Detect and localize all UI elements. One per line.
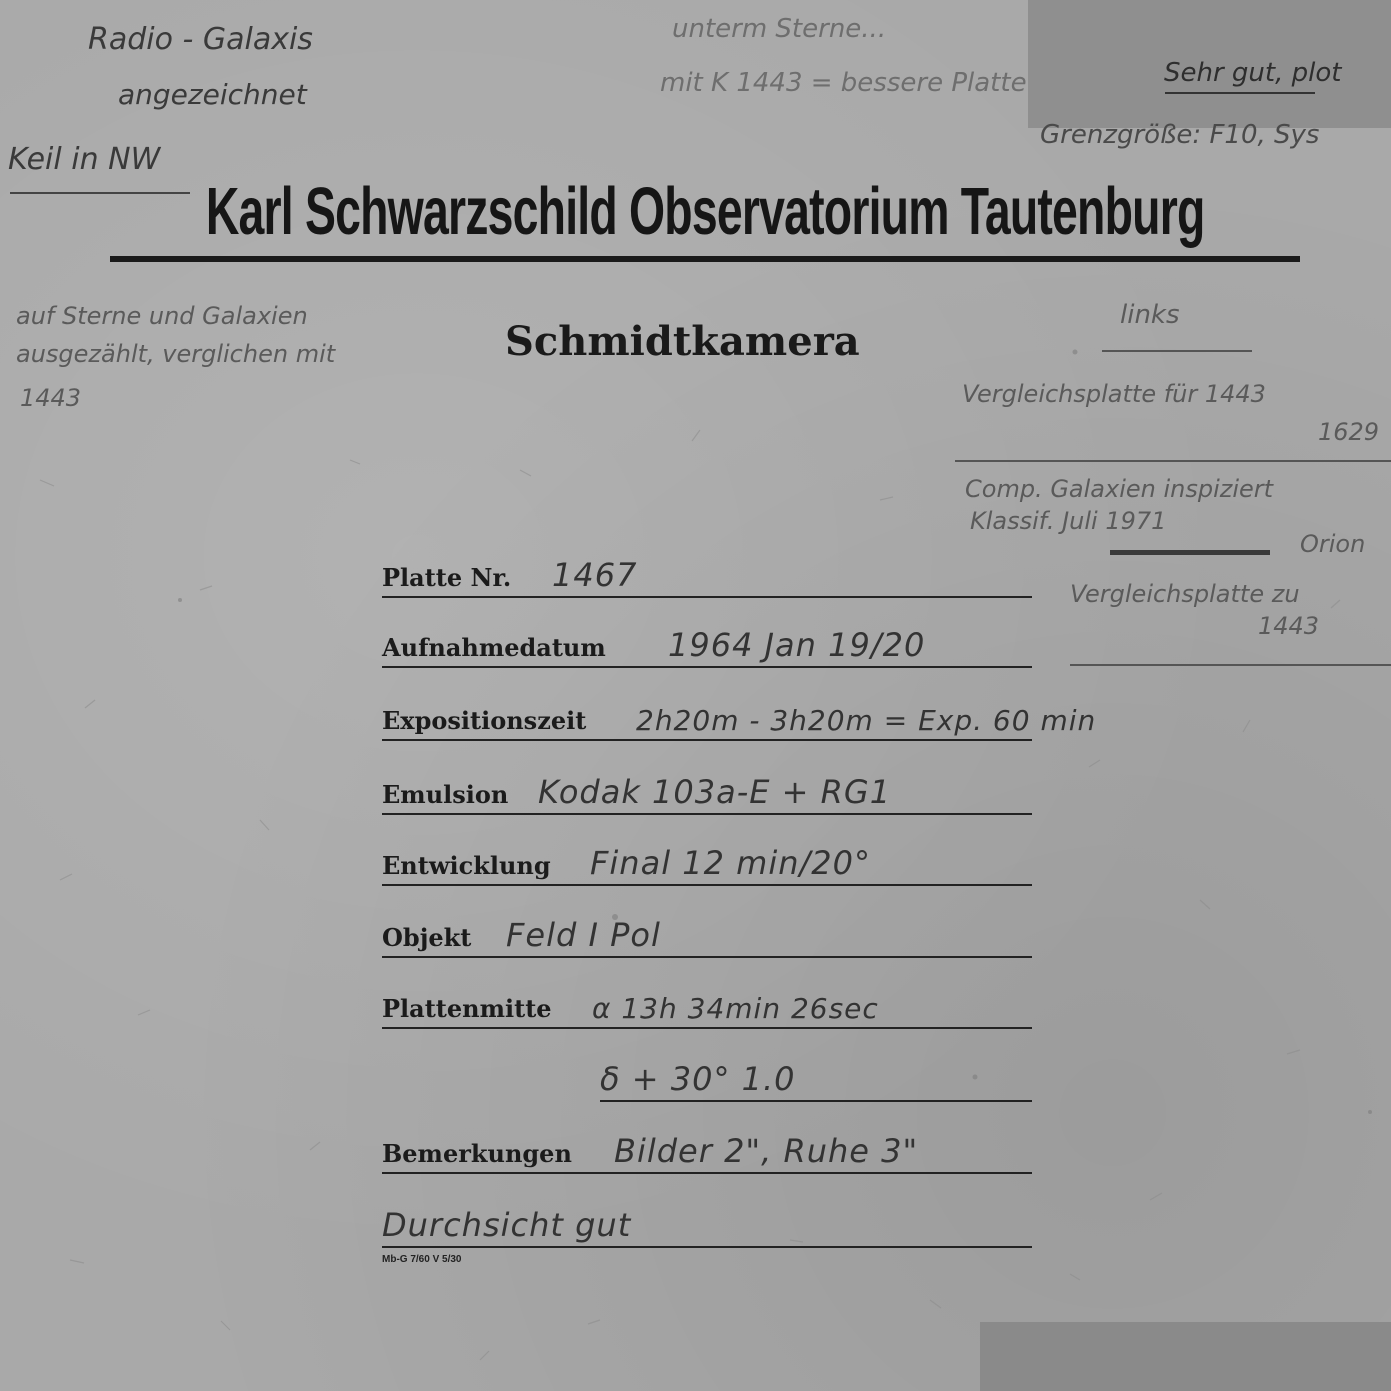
note-left-mid-1: auf Sterne und Galaxien bbox=[16, 302, 308, 330]
observatory-title: Karl Schwarzschild Observatorium Tautenburg bbox=[205, 174, 1205, 249]
field-rule bbox=[382, 813, 1032, 815]
field-entwicklung bbox=[382, 846, 1032, 886]
note-comp-3: Orion bbox=[1300, 530, 1366, 558]
note-vergleich-2: 1629 bbox=[1318, 418, 1380, 446]
field-label: Emulsion bbox=[382, 780, 509, 809]
field-rule bbox=[382, 1172, 1032, 1174]
field-value: Durchsicht gut bbox=[382, 1206, 632, 1244]
field-value: Bilder 2", Ruhe 3" bbox=[614, 1132, 919, 1170]
note-comp-2: Klassif. Juli 1971 bbox=[970, 507, 1167, 535]
note-top-center-2: mit K 1443 = bessere Platte bbox=[660, 68, 1027, 98]
note-vergleich-zu-rule bbox=[1070, 664, 1391, 666]
field-rule bbox=[382, 596, 1032, 598]
field-declination bbox=[600, 1062, 1032, 1102]
field-emulsion bbox=[382, 775, 1032, 815]
field-rule bbox=[382, 666, 1032, 668]
field-value: δ + 30° 1.0 bbox=[600, 1060, 796, 1098]
field-expositionszeit bbox=[382, 701, 1097, 741]
note-sehr-gut: Sehr gut, plot bbox=[1164, 58, 1342, 88]
note-links: links bbox=[1120, 300, 1180, 330]
field-aufnahmedatum bbox=[382, 628, 1032, 668]
note-keil: Keil in NW bbox=[8, 142, 161, 177]
note-vergleich-rule bbox=[955, 460, 1391, 462]
field-label: Entwicklung bbox=[382, 851, 551, 880]
title-rule bbox=[110, 256, 1300, 262]
note-radio-galaxis: Radio - Galaxis bbox=[88, 22, 313, 57]
note-grenzgroesse: Grenzgröße: F10, Sys bbox=[1040, 120, 1320, 150]
subtitle-schmidtkamera: Schmidtkamera bbox=[505, 318, 860, 365]
note-vergleich-1: Vergleichsplatte für 1443 bbox=[962, 380, 1266, 408]
field-value: α 13h 34min 26sec bbox=[592, 992, 879, 1025]
field-label: Expositionszeit bbox=[382, 706, 587, 735]
note-keil-rule bbox=[10, 192, 190, 194]
field-objekt bbox=[382, 918, 1032, 958]
note-comp-1: Comp. Galaxien inspiziert bbox=[965, 475, 1274, 503]
field-rule bbox=[382, 739, 1032, 741]
note-sehr-gut-rule bbox=[1165, 92, 1315, 94]
field-platte-nr bbox=[382, 558, 1032, 598]
field-remarks-line2 bbox=[382, 1208, 1032, 1248]
field-label: Aufnahmedatum bbox=[382, 633, 606, 662]
field-label: Plattenmitte bbox=[382, 994, 552, 1023]
note-strikethrough bbox=[1110, 550, 1270, 555]
note-left-mid-3: 1443 bbox=[20, 384, 82, 412]
field-label: Platte Nr. bbox=[382, 563, 512, 592]
field-value: Feld I Pol bbox=[506, 916, 661, 954]
field-plattenmitte bbox=[382, 989, 1032, 1029]
form-code: Mb-G 7/60 V 5/30 bbox=[382, 1254, 462, 1265]
field-rule bbox=[382, 1246, 1032, 1248]
field-value: 1964 Jan 19/20 bbox=[668, 626, 926, 664]
field-rule bbox=[382, 884, 1032, 886]
note-vergleich-zu-1: Vergleichsplatte zu bbox=[1070, 580, 1300, 608]
field-rule bbox=[382, 956, 1032, 958]
tape-bottom-right bbox=[980, 1322, 1391, 1391]
field-label: Bemerkungen bbox=[382, 1139, 572, 1168]
field-rule bbox=[382, 1027, 1032, 1029]
field-value: Final 12 min/20° bbox=[590, 844, 871, 882]
field-value: Kodak 103a-E + RG1 bbox=[538, 773, 892, 811]
note-links-rule bbox=[1102, 350, 1252, 352]
note-top-center-1: unterm Sterne... bbox=[672, 14, 887, 44]
field-bemerkungen bbox=[382, 1134, 1032, 1174]
note-angezeichnet: angezeichnet bbox=[118, 78, 307, 111]
field-rule bbox=[600, 1100, 1032, 1102]
field-label: Objekt bbox=[382, 923, 472, 952]
field-value: 1467 bbox=[552, 556, 638, 594]
note-left-mid-2: ausgezählt, verglichen mit bbox=[16, 340, 336, 368]
field-value: 2h20m - 3h20m = Exp. 60 min bbox=[636, 704, 1097, 737]
note-vergleich-zu-2: 1443 bbox=[1258, 612, 1320, 640]
